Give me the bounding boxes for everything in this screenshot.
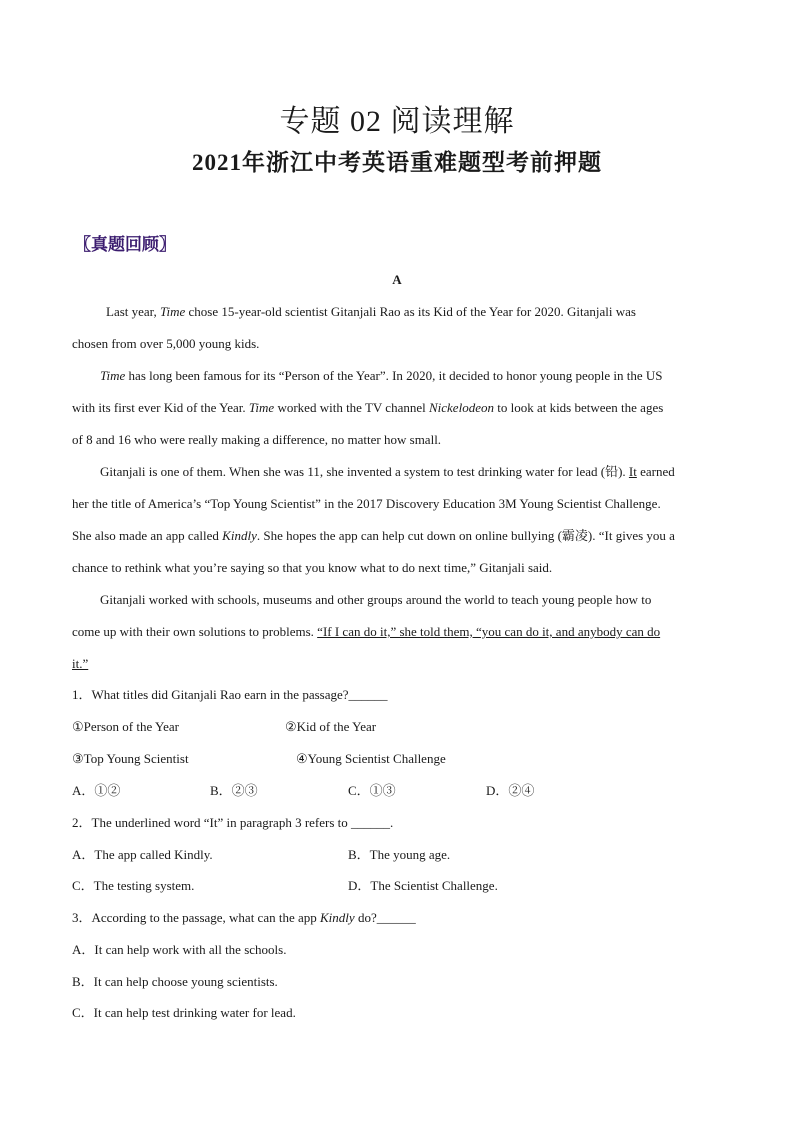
passage-line [106, 304, 636, 320]
question-1-stem: 1．What titles did Gitanjali Rao earn in the passage?______ [72, 687, 388, 702]
page-title: 专题 02 阅读理解 [279, 105, 515, 138]
q1-option-b: B．②③ [210, 783, 258, 798]
q1-item-2: ②Kid of the Year [285, 719, 377, 734]
q1-item-1: ①Person of the Year [72, 719, 179, 734]
underlined-word: It [628, 464, 637, 479]
question-3-stem [72, 910, 416, 926]
text-run: chance to rethink what you’re saying so that you know what to do next time,” Gitanjali said. [72, 560, 553, 575]
q2-option-d: D．The Scientist Challenge. [348, 878, 498, 893]
text-run: of 8 and 16 who were really making a difference, no matter how small. [72, 432, 442, 447]
text-run: Last year, [106, 304, 160, 319]
text-run: do?______ [354, 910, 416, 925]
text-run: to look at kids between the ages [493, 400, 664, 415]
text-run: her the title of America’s “Top Young Scientist” in the 2017 Discovery Education 3M Young Scientist Challenge. [72, 496, 661, 511]
text-run: Time [100, 368, 126, 383]
passage-line [72, 528, 675, 544]
text-run: worked with the TV channel [274, 400, 429, 415]
passage-line [72, 336, 259, 352]
passage-line [72, 496, 661, 512]
q1-option-d: D．②④ [486, 783, 535, 798]
passage-line [72, 432, 441, 448]
q1-item-3: ③Top Young Scientist [72, 751, 189, 766]
passage-line [72, 624, 660, 640]
text-run: chosen from over 5,000 young kids. [72, 336, 260, 351]
underlined-quote: it.” [72, 656, 89, 671]
q2-option-a: A．The app called Kindly. [72, 847, 213, 862]
text-run: has long been famous for its “Person of the Year”. In 2020, it decided to honor young people in the US [125, 368, 663, 383]
q1-item-4: ④Young Scientist Challenge [296, 751, 446, 766]
page-subtitle: 2021年浙江中考英语重难题型考前押题 [192, 150, 602, 175]
q2-option-c: C．The testing system. [72, 878, 195, 893]
passage-line [72, 656, 88, 672]
passage-line [72, 400, 663, 416]
passage-line [100, 464, 675, 480]
text-run: 3．According to the passage, what can the app [72, 910, 321, 925]
text-run: earned [636, 464, 675, 479]
question-2-stem: 2．The underlined word “It” in paragraph 3 refers to ______. [72, 815, 394, 830]
text-run: Kindly [222, 528, 257, 543]
text-run: come up with their own solutions to problems. [72, 624, 318, 639]
text-run: Kindly [320, 910, 355, 925]
section-label: 〖真题回顾〗 [74, 235, 176, 254]
text-run: Gitanjali is one of them. When she was 11, she invented a system to test drinking water for lead (铅). [100, 464, 629, 479]
q3-option-c: C．It can help test drinking water for lead. [72, 1005, 296, 1020]
passage-line [72, 560, 552, 576]
q1-option-a: A．①② [72, 783, 121, 798]
q3-option-b: B．It can help choose young scientists. [72, 974, 278, 989]
text-run: Gitanjali worked with schools, museums and other groups around the world to teach young people how to [100, 592, 652, 607]
passage-line [100, 368, 663, 384]
text-run: with its first ever Kid of the Year. [72, 400, 249, 415]
q3-option-a: A．It can help work with all the schools. [72, 942, 287, 957]
underlined-quote: “If I can do it,” she told them, “you can do it, and anybody can do [317, 624, 661, 639]
text-run: Time [248, 400, 275, 415]
text-run: She also made an app called [72, 528, 223, 543]
text-run: . She hopes the app can help cut down on online bullying (霸凌). “It gives you a [256, 528, 675, 543]
text-run: chose 15-year-old scientist Gitanjali Rao as its Kid of the Year for 2020. Gitanjali was [185, 304, 636, 319]
q1-option-c: C．①③ [348, 783, 396, 798]
passage-label: A [392, 272, 402, 287]
text-run: Time [159, 304, 186, 319]
text-run: Nickelodeon [428, 400, 494, 415]
q2-option-b: B．The young age. [348, 847, 451, 862]
passage-line [100, 592, 651, 608]
